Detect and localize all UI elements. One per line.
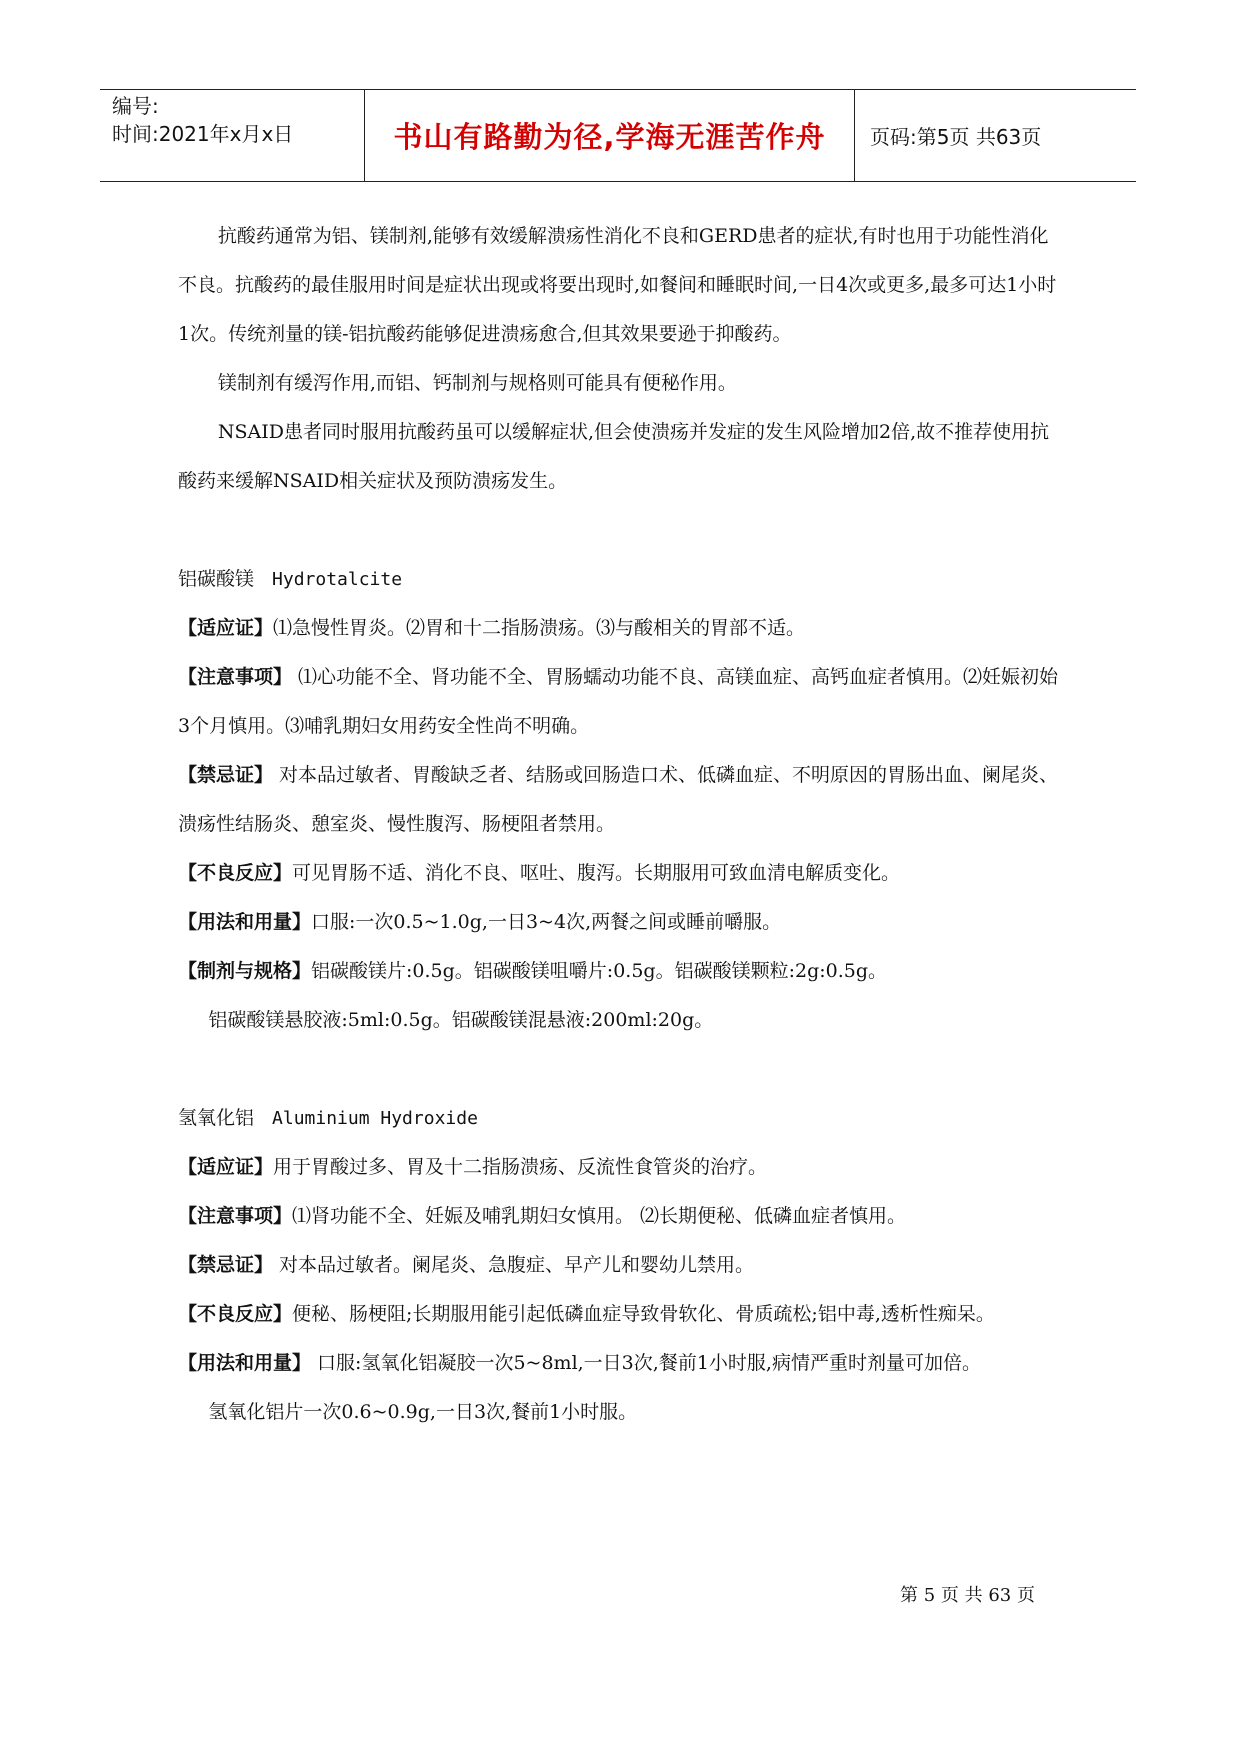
section-label: 【制剂与规格】 [178, 960, 312, 982]
intro-paragraph: NSAID患者同时服用抗酸药虽可以缓解症状,但会使溃疡并发症的发生风险增加2倍,故不推荐使用抗酸药来缓解NSAID相关症状及预防溃疡发生。 [178, 421, 1050, 492]
drug-name-cn: 氢氧化铝 [178, 1107, 255, 1129]
drug-extra: 氢氧化铝片一次0.6~0.9g,一日3次,餐前1小时服。 [208, 1401, 638, 1423]
page-header [100, 89, 1136, 182]
drug-section [178, 1241, 1060, 1290]
serial-label: 编号: [112, 94, 159, 118]
drug-name-en: Hydrotalcite [272, 569, 403, 590]
drug-section [178, 947, 1060, 996]
section-label: 【适应证】 [178, 1156, 274, 1178]
section-label: 【禁忌证】 [178, 1254, 274, 1276]
drug-section [178, 751, 1060, 849]
section-text: 铝碳酸镁片:0.5g。铝碳酸镁咀嚼片:0.5g。铝碳酸镁颗粒:2g:0.5g。 [311, 960, 888, 982]
section-text: ⑴急慢性胃炎。⑵胃和十二指肠溃疡。⑶与酸相关的胃部不适。 [273, 617, 806, 639]
section-text: ⑴肾功能不全、妊娠及哺乳期妇女慎用。 ⑵长期便秘、低磷血症者慎用。 [292, 1205, 907, 1227]
section-label: 【禁忌证】 [178, 764, 274, 786]
section-text: 用于胃酸过多、胃及十二指肠溃疡、反流性食管炎的治疗。 [273, 1156, 768, 1178]
section-text: 便秘、肠梗阻;长期服用能引起低磷血症导致骨软化、骨质疏松;铝中毒,透析性痴呆。 [292, 1303, 995, 1325]
section-label: 【用法和用量】 [178, 1352, 312, 1374]
header-slogan: 书山有路勤为径,学海无涯苦作舟 [393, 120, 826, 154]
drug-section [178, 849, 1060, 898]
section-label: 【用法和用量】 [178, 911, 312, 933]
section-label: 【注意事项】 [178, 1205, 293, 1227]
section-text: 口服:一次0.5~1.0g,一日3~4次,两餐之间或睡前嚼服。 [311, 911, 782, 933]
drug-title [178, 555, 1060, 604]
section-label: 【适应证】 [178, 617, 274, 639]
intro-paragraph: 抗酸药通常为铝、镁制剂,能够有效缓解溃疡性消化不良和GERD患者的症状,有时也用于功能性消化不良。抗酸药的最佳服用时间是症状出现或将要出现时,如餐间和睡眠时间,一日4次或更多,最多可达1小时1次。传统剂量的镁-铝抗酸药能够促进溃疡愈合,但其效果要逊于抑酸药。 [178, 225, 1057, 345]
section-text: 可见胃肠不适、消化不良、呕吐、腹泻。长期服用可致血清电解质变化。 [292, 862, 901, 884]
section-text: ⑴心功能不全、肾功能不全、胃肠蠕动功能不良、高镁血症、高钙血症者慎用。⑵妊娠初始3个月慎用。⑶哺乳期妇女用药安全性尚不明确。 [178, 666, 1059, 737]
document-body [178, 212, 1060, 1437]
drug-section [178, 1143, 1060, 1192]
section-label: 【注意事项】 [178, 666, 293, 688]
drug-section [178, 1192, 1060, 1241]
drug-name-cn: 铝碳酸镁 [178, 568, 255, 590]
drug-section [178, 898, 1060, 947]
time-label: 时间:2021年x月x日 [112, 122, 294, 146]
intro-paragraph: 镁制剂有缓泻作用,而铝、钙制剂与规格则可能具有便秘作用。 [217, 372, 737, 394]
drug-section [178, 653, 1060, 751]
page-footer: 第 5 页 共 63 页 [900, 1585, 1035, 1606]
drug-section [178, 1290, 1060, 1339]
drug-extra: 铝碳酸镁悬胶液:5ml:0.5g。铝碳酸镁混悬液:200ml:20g。 [208, 1009, 714, 1031]
section-text: 对本品过敏者、胃酸缺乏者、结肠或回肠造口术、低磷血症、不明原因的胃肠出血、阑尾炎、溃疡性结肠炎、憩室炎、慢性腹泻、肠梗阻者禁用。 [178, 764, 1059, 835]
section-label: 【不良反应】 [178, 862, 293, 884]
drug-section [178, 1339, 1060, 1388]
section-text: 对本品过敏者。阑尾炎、急腹症、早产儿和婴幼儿禁用。 [273, 1254, 755, 1276]
drug-title [178, 1094, 1060, 1143]
header-page-info: 页码:第5页 共63页 [870, 125, 1042, 149]
header-meta [112, 92, 362, 148]
section-label: 【不良反应】 [178, 1303, 293, 1325]
section-text: 口服:氢氧化铝凝胶一次5~8ml,一日3次,餐前1小时服,病情严重时剂量可加倍。 [311, 1352, 981, 1374]
drug-section [178, 604, 1060, 653]
header-divider [854, 90, 855, 181]
drug-name-en: Aluminium Hydroxide [272, 1108, 478, 1129]
